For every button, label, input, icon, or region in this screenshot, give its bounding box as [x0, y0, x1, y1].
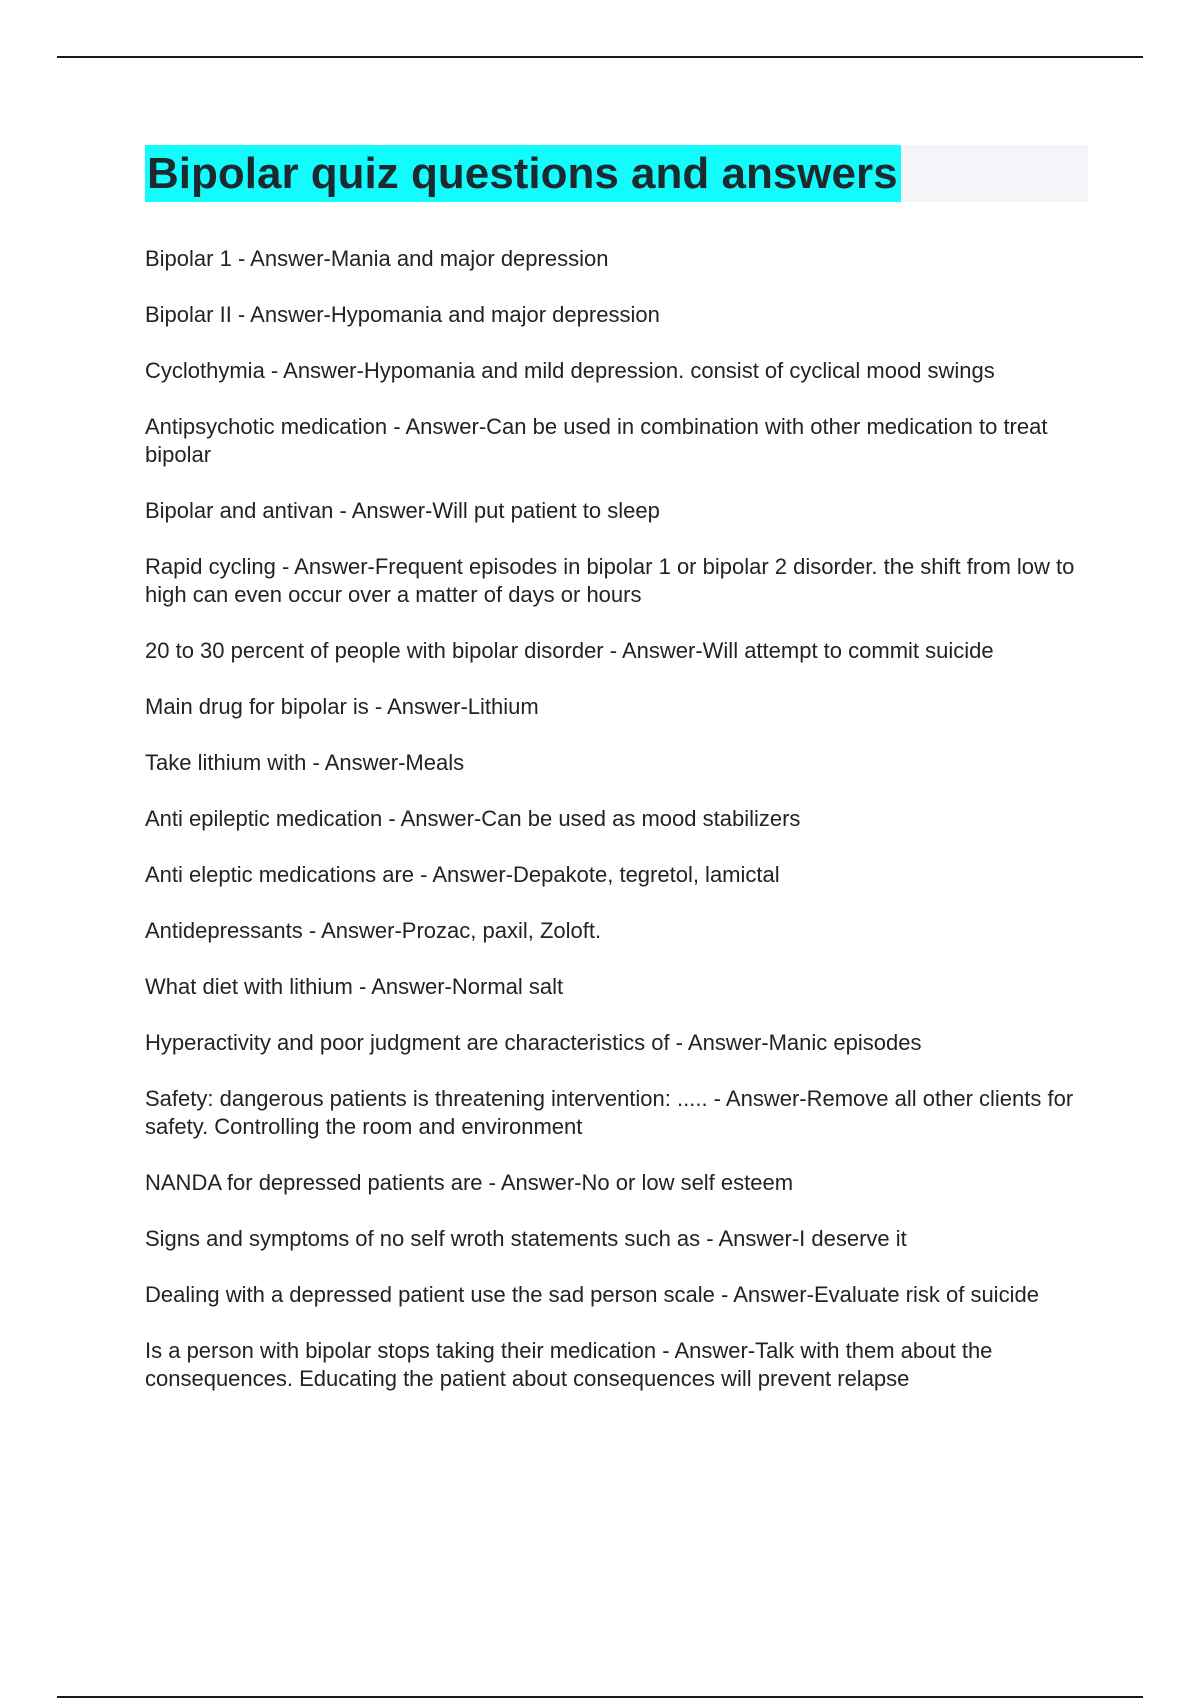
qa-item: Bipolar II - Answer-Hypomania and major depression: [145, 302, 660, 327]
qa-item: 20 to 30 percent of people with bipolar disorder - Answer-Will attempt to commit suicide: [145, 638, 994, 663]
qa-list: [145, 245, 1090, 1421]
qa-item: Bipolar and antivan - Answer-Will put patient to sleep: [145, 498, 660, 523]
qa-item: Rapid cycling - Answer-Frequent episodes in bipolar 1 or bipolar 2 disorder. the shift from low to high can even occur over a matter of days or hours: [145, 554, 1075, 607]
qa-item: What diet with lithium - Answer-Normal salt: [145, 974, 564, 999]
qa-item: Antidepressants - Answer-Prozac, paxil, Zoloft.: [145, 918, 602, 943]
qa-item: Cyclothymia - Answer-Hypomania and mild depression. consist of cyclical mood swings: [145, 358, 995, 383]
bottom-divider: [57, 1696, 1143, 1698]
qa-item: Anti epileptic medication - Answer-Can be used as mood stabilizers: [145, 806, 801, 831]
qa-item: NANDA for depressed patients are - Answer-No or low self esteem: [145, 1170, 794, 1195]
qa-item: Safety: dangerous patients is threatening intervention: ..... - Answer-Remove all other clients for safety. Controlling the room and environment: [145, 1086, 1074, 1139]
qa-item: Antipsychotic medication - Answer-Can be used in combination with other medication to treat bipolar: [145, 414, 1048, 467]
page-title: Bipolar quiz questions and answers: [145, 145, 901, 202]
qa-item: Bipolar 1 - Answer-Mania and major depression: [145, 246, 609, 271]
qa-item: Main drug for bipolar is - Answer-Lithium: [145, 694, 539, 719]
qa-item: Take lithium with - Answer-Meals: [145, 750, 465, 775]
qa-item: Anti eleptic medications are - Answer-Depakote, tegretol, lamictal: [145, 862, 780, 887]
qa-item: Signs and symptoms of no self wroth statements such as - Answer-I deserve it: [145, 1226, 907, 1251]
qa-item: Hyperactivity and poor judgment are characteristics of - Answer-Manic episodes: [145, 1030, 922, 1055]
qa-item: Dealing with a depressed patient use the sad person scale - Answer-Evaluate risk of suicide: [145, 1282, 1039, 1307]
qa-item: Is a person with bipolar stops taking their medication - Answer-Talk with them about the consequences. Educating the patient about consequences will prevent relapse: [145, 1338, 993, 1391]
top-divider: [57, 56, 1143, 58]
